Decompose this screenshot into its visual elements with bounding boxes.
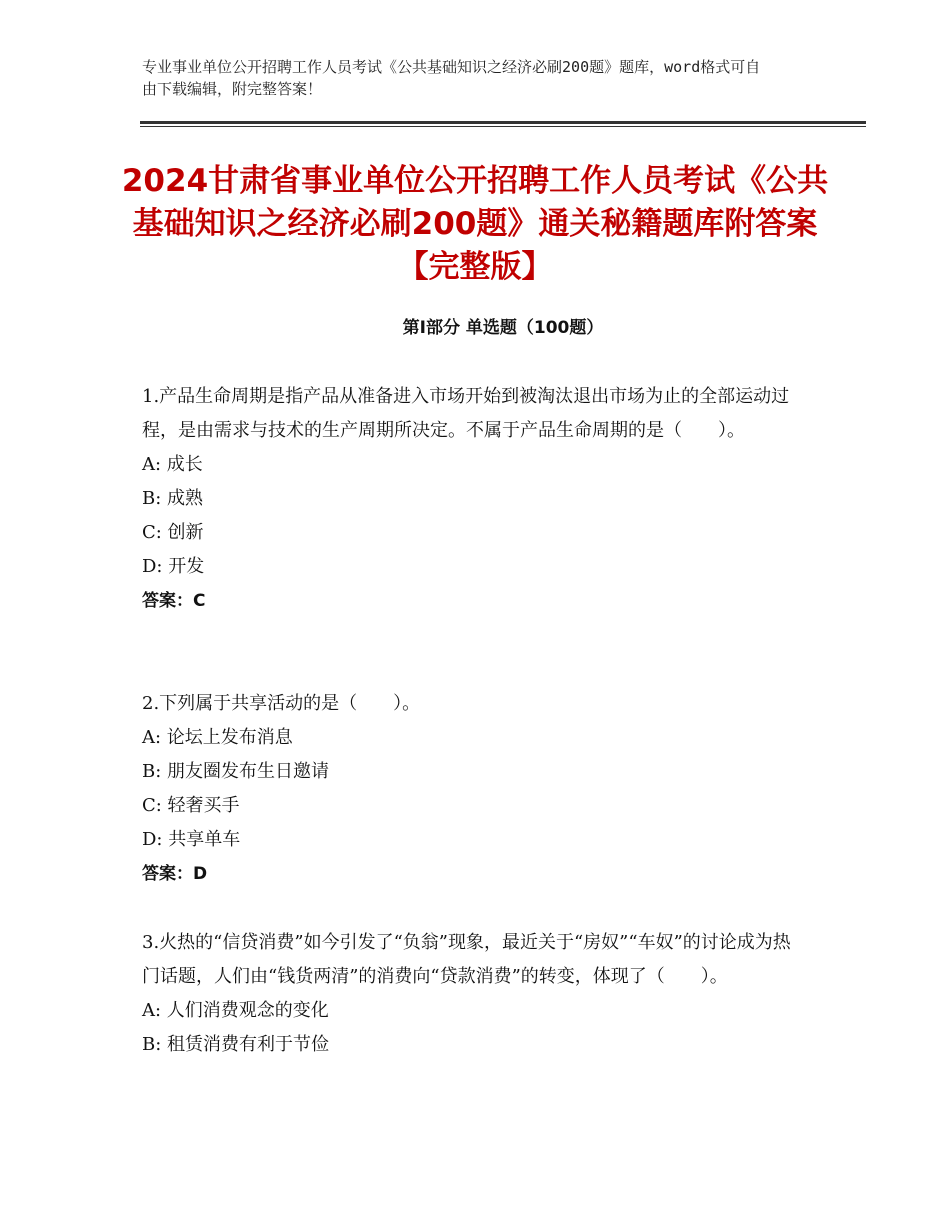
question-1 [142, 380, 802, 618]
question-2 [142, 687, 802, 891]
answer-line: 答案：D [142, 864, 208, 884]
question-3 [142, 926, 802, 1062]
document-title: 2024甘肃省事业单位公开招聘工作人员考试《公共基础知识之经济必刷200题》通关秘籍题库附答案【完整版】 [121, 163, 829, 285]
header-note: 专业事业单位公开招聘工作人员考试《公共基础知识之经济必刷200题》题库，word格式可自由下载编辑，附完整答案！ [142, 58, 761, 98]
option-d: D: 开发 [142, 556, 205, 577]
option-a: A: 论坛上发布消息 [142, 727, 293, 748]
question-stem: 2.下列属于共享活动的是（ ）。 [142, 693, 421, 714]
header-divider-thin [140, 126, 866, 127]
header-divider-thick [140, 121, 866, 124]
option-a: A: 成长 [142, 454, 203, 475]
option-c: C: 轻奢买手 [142, 795, 240, 816]
option-b: B: 朋友圈发布生日邀请 [142, 761, 330, 782]
option-b: B: 租赁消费有利于节俭 [142, 1034, 330, 1055]
answer-line: 答案：C [142, 591, 206, 611]
question-stem: 1.产品生命周期是指产品从准备进入市场开始到被淘汰退出市场为止的全部运动过程，是由需求与技术的生产周期所决定。不属于产品生命周期的是（ ）。 [142, 386, 790, 441]
option-b: B: 成熟 [142, 488, 204, 509]
option-c: C: 创新 [142, 522, 204, 543]
section-heading: 第Ⅰ部分 单选题（100题） [402, 318, 604, 338]
option-a: A: 人们消费观念的变化 [142, 1000, 329, 1021]
question-stem: 3.火热的“信贷消费”如今引发了“负翁”现象，最近关于“房奴”“车奴”的讨论成为热门话题，人们由“钱货两清”的消费向“贷款消费”的转变，体现了（ ）。 [142, 932, 791, 987]
option-d: D: 共享单车 [142, 829, 241, 850]
